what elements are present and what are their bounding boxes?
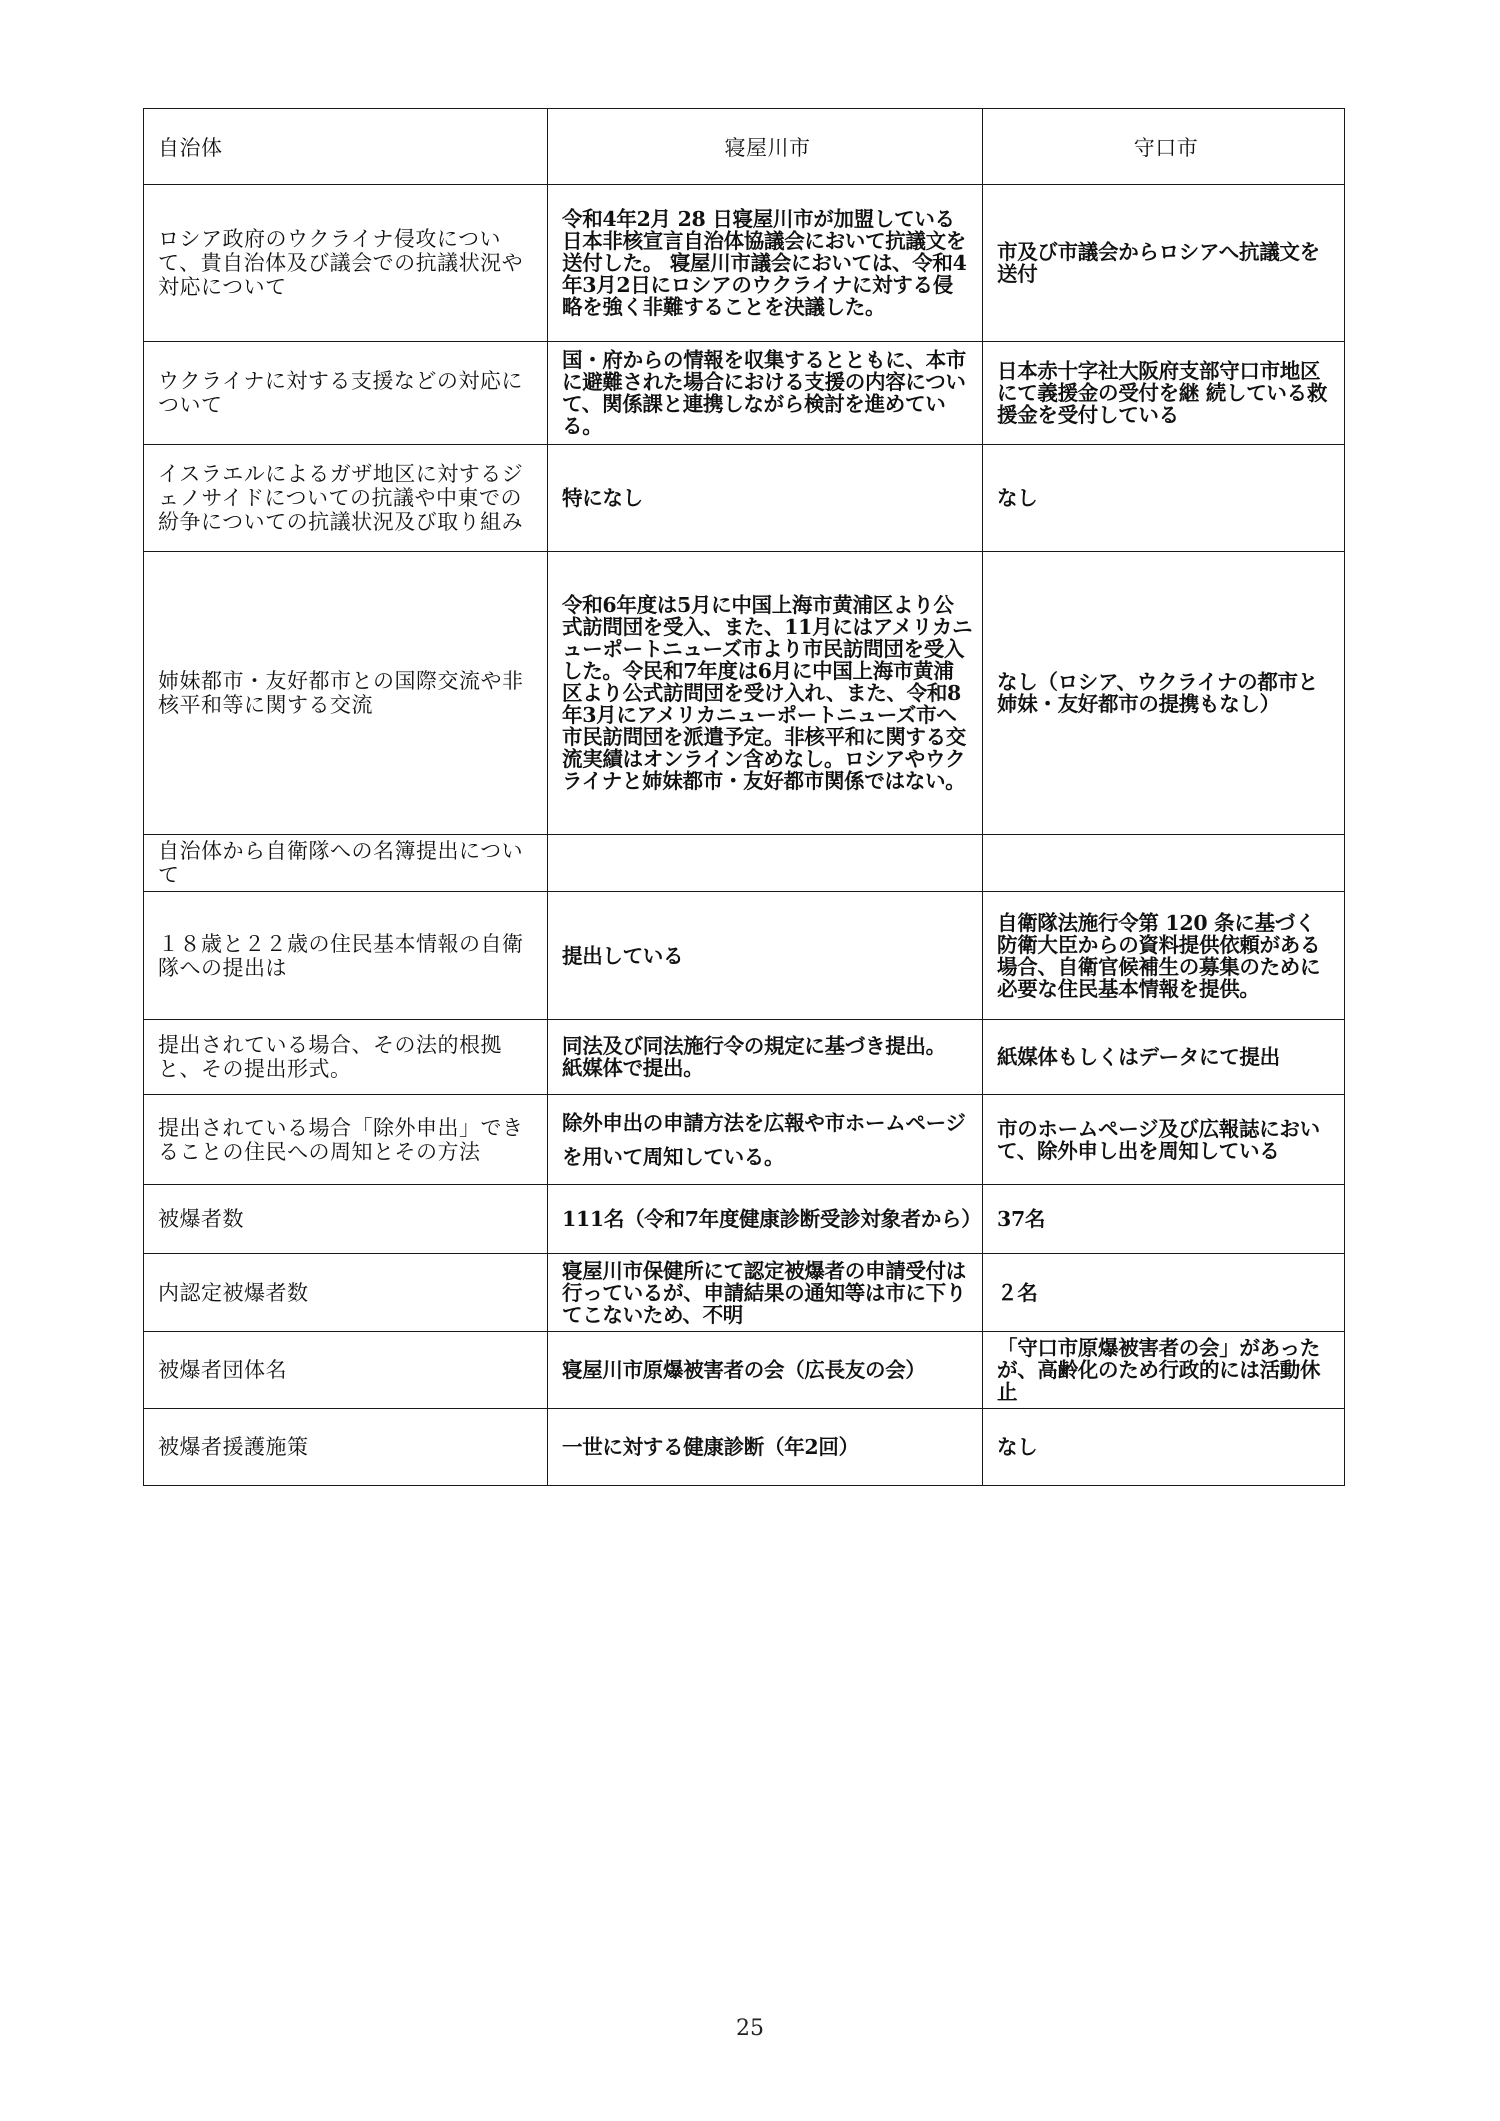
table-row xyxy=(144,1095,1345,1185)
row-topic: 被爆者団体名 xyxy=(144,1332,548,1409)
row-moriguchi-answer: 日本赤十字社大阪府支部守口市地区にて義援金の受付を継 続している救援金を受付している xyxy=(983,342,1345,445)
row-moriguchi-answer: 紙媒体もしくはデータにて提出 xyxy=(983,1020,1345,1095)
table-header-row xyxy=(144,109,1345,185)
row-neyagawa-answer: 111名（令和7年度健康診断受診対象者から） xyxy=(548,1185,983,1254)
table-row xyxy=(144,1409,1345,1486)
row-moriguchi-answer: 市のホームページ及び広報誌において、除外申し出を周知している xyxy=(983,1095,1345,1185)
row-moriguchi-answer xyxy=(983,835,1345,892)
header-municipality: 自治体 xyxy=(144,109,548,185)
row-topic: 提出されている場合、その法的根拠と、その提出形式。 xyxy=(144,1020,548,1095)
header-neyagawa: 寝屋川市 xyxy=(548,109,983,185)
row-topic: 被爆者数 xyxy=(144,1185,548,1254)
table-row xyxy=(144,1332,1345,1409)
row-neyagawa-answer: 寝屋川市原爆被害者の会（広長友の会） xyxy=(548,1332,983,1409)
row-neyagawa-answer: 提出している xyxy=(548,892,983,1020)
header-moriguchi: 守口市 xyxy=(983,109,1345,185)
row-neyagawa-answer: 令和6年度は5月に中国上海市黄浦区より公式訪問団を受入、また、11月にはアメリカニューポートニューズ市より市民訪問団を受入した。令民和7年度は6月に中国上海市黄浦区より公式訪問団を受け入れ、また、令和8年3月にアメリカニューポートニューズ市へ市民訪問団を派遣予定。非核平和に関する交流実績はオンライン含めなし。ロシアやウクライナと姉妹都市・友好都市関係ではない。 xyxy=(548,552,983,835)
row-moriguchi-answer: なし（ロシア、ウクライナの都市と姉妹・友好都市の提携もなし） xyxy=(983,552,1345,835)
row-moriguchi-answer: 市及び市議会からロシアへ抗議文を送付 xyxy=(983,185,1345,342)
row-moriguchi-answer: なし xyxy=(983,445,1345,552)
row-topic: イスラエルによるガザ地区に対するジェノサイドについての抗議や中東での紛争についての抗議状況及び取り組み xyxy=(144,445,548,552)
row-moriguchi-answer: 37名 xyxy=(983,1185,1345,1254)
row-neyagawa-answer: 国・府からの情報を収集するとともに、本市に避難された場合における支援の内容について、関係課と連携しながら検討を進めている。 xyxy=(548,342,983,445)
row-topic: 内認定被爆者数 xyxy=(144,1254,548,1332)
row-neyagawa-answer: 特になし xyxy=(548,445,983,552)
row-topic: 提出されている場合「除外申出」できることの住民への周知とその方法 xyxy=(144,1095,548,1185)
table-row xyxy=(144,445,1345,552)
row-moriguchi-answer: 自衛隊法施行令第 120 条に基づく防衛大臣からの資料提供依頼がある場合、自衛官候補生の募集のために必要な住民基本情報を提供。 xyxy=(983,892,1345,1020)
comparison-table xyxy=(143,108,1345,1486)
row-topic: 姉妹都市・友好都市との国際交流や非核平和等に関する交流 xyxy=(144,552,548,835)
row-moriguchi-answer: 「守口市原爆被害者の会」があったが、高齢化のため行政的には活動休止 xyxy=(983,1332,1345,1409)
page-number: 25 xyxy=(736,2016,764,2041)
row-neyagawa-answer: 同法及び同法施行令の規定に基づき提出。 紙媒体で提出。 xyxy=(548,1020,983,1095)
row-neyagawa-answer: 寝屋川市保健所にて認定被爆者の申請受付は行っているが、申請結果の通知等は市に下りてこないため、不明 xyxy=(548,1254,983,1332)
table-row xyxy=(144,185,1345,342)
table-row xyxy=(144,892,1345,1020)
row-moriguchi-answer: なし xyxy=(983,1409,1345,1486)
row-topic: １８歳と２２歳の住民基本情報の自衛隊への提出は xyxy=(144,892,548,1020)
row-topic: ウクライナに対する支援などの対応について xyxy=(144,342,548,445)
table-row xyxy=(144,835,1345,892)
table-row xyxy=(144,1185,1345,1254)
table-row xyxy=(144,1020,1345,1095)
row-neyagawa-answer xyxy=(548,835,983,892)
row-moriguchi-answer: ２名 xyxy=(983,1254,1345,1332)
row-neyagawa-answer: 令和4年2月 28 日寝屋川市が加盟している日本非核宣言自治体協議会において抗議文を送付した。 寝屋川市議会においては、令和4年3月2日にロシアのウクライナに対する侵略を強く非難することを決議した。 xyxy=(548,185,983,342)
table-row xyxy=(144,552,1345,835)
table-row xyxy=(144,342,1345,445)
row-topic: ロシア政府のウクライナ侵攻について、貴自治体及び議会での抗議状況や対応について xyxy=(144,185,548,342)
row-neyagawa-answer: 一世に対する健康診断（年2回） xyxy=(548,1409,983,1486)
row-topic: 自治体から自衛隊への名簿提出について xyxy=(144,835,548,892)
row-topic: 被爆者援護施策 xyxy=(144,1409,548,1486)
row-neyagawa-answer: 除外申出の申請方法を広報や市ホームページを用いて周知している。 xyxy=(548,1095,983,1185)
table-row xyxy=(144,1254,1345,1332)
